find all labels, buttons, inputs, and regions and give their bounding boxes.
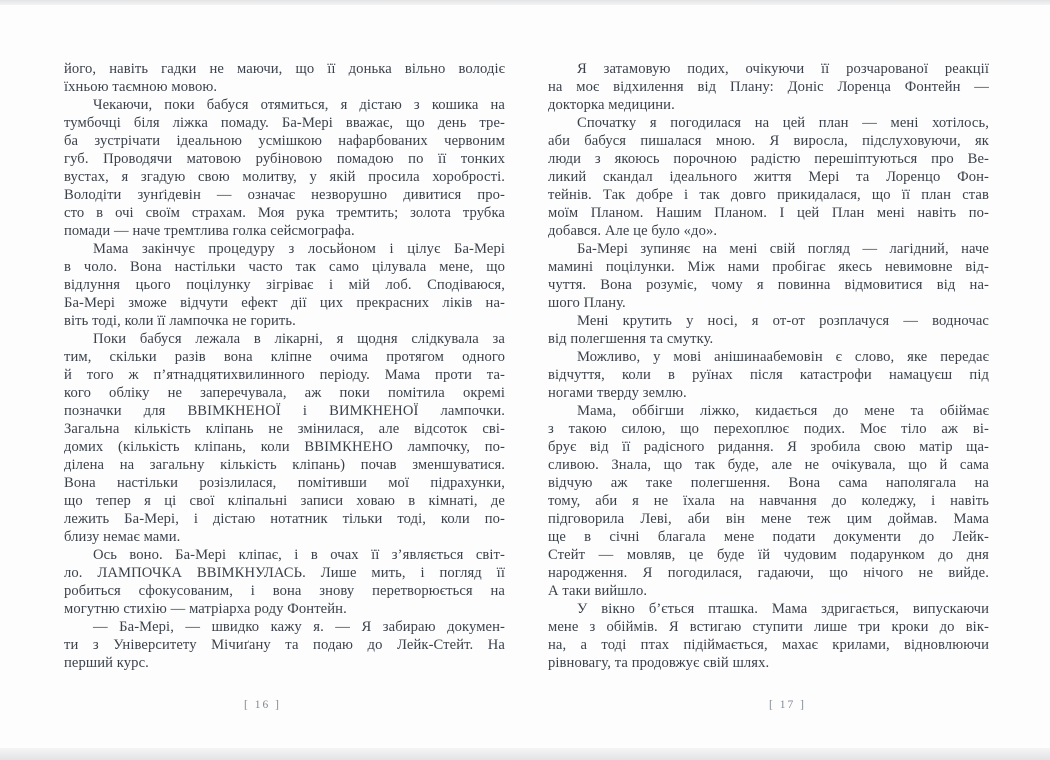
- text-line: Спочатку я погодилася на цей план — мені хотілось,: [577, 115, 989, 131]
- paragraph: [64, 60, 505, 96]
- page-right: [525, 0, 1050, 760]
- text-line: Загальна кількість кліпань не змінилася, але відсоток сві-: [64, 421, 505, 437]
- paragraph: [548, 348, 989, 402]
- text-line: перший курс.: [64, 655, 149, 671]
- text-line: люди з якоюсь порочною радістю перешіптуються про Ве-: [548, 151, 989, 167]
- text-line: відчую аж таке полегшення. Вона сама наполягала на: [548, 475, 989, 491]
- text-line: Мама закінчує процедуру з лосьйоном і цілує Ба-Мері: [93, 241, 505, 257]
- text-line: мамині поцілунки. Між нами пробігає якесь невимовне від-: [548, 259, 989, 275]
- paragraph: [548, 312, 989, 348]
- text-line: тим, скільки разів вона кліпне очима протягом одного: [64, 349, 505, 365]
- text-line: Вона настільки розізлилася, помітивши мої підрахунки,: [64, 475, 505, 491]
- text-line: сто в очі своїм страхам. Моя рука тремтить; золота трубка: [64, 205, 505, 221]
- text-line: що тепер я ці свої кліпальні записи ховаю в кімнаті, де: [64, 493, 505, 509]
- text-line: ба зустрічати ідеальною усмішкою нафарбованих червоним: [64, 133, 505, 149]
- text-line: лежить Ба-Мері, і дістаю нотатник тільки тоді, коли по-: [64, 511, 505, 527]
- text-line: підговорила Леві, аби він мене теж цим доймав. Мама: [548, 511, 989, 527]
- text-block-right: [548, 60, 989, 672]
- text-line: — Ба-Мері, — швидко кажу я. — Я забираю докумен-: [93, 619, 505, 635]
- text-line: на моє відхилення від Плану: Доніс Лоренца Фонтейн —: [548, 79, 989, 95]
- text-line: моїм Планом. Нашим Планом. І цей План мені навіть по-: [548, 205, 989, 221]
- text-line: на, а тоді птах підіймається, махає крилами, відновлюючи: [548, 637, 989, 653]
- text-line: Ось воно. Ба-Мері кліпає, і в очах її з’являється світ-: [93, 547, 505, 563]
- text-line: в чоло. Вона настільки часто так само цілувала мене, що: [64, 259, 505, 275]
- text-line: Ба-Мері зможе відчути ефект дії цих прекрасних ліків на-: [64, 295, 505, 311]
- text-line: домих (кількість кліпань, коли ВВІМКНЕНО лампочку, по-: [64, 439, 505, 455]
- text-block-left: [64, 60, 505, 672]
- text-line: губ. Проводячи матовою рубіновою помадою по її тонких: [64, 151, 505, 167]
- text-line: мене з обіймів. Я встигаю ступити лише три кроки до вік-: [548, 619, 989, 635]
- paragraph: [64, 240, 505, 330]
- text-line: шого Плану.: [548, 295, 626, 311]
- text-line: народження. Я погодилася, гадаючи, що нічого не вийде.: [548, 565, 989, 581]
- page-number-right: [ 17 ]: [769, 699, 806, 711]
- paragraph: [548, 114, 989, 240]
- text-line: тумбочці біля ліжка помаду. Ба-Мері вважає, що день тре-: [64, 115, 505, 131]
- text-line: ликий скандал ідеального життя Мері та Лоренцо Фон-: [548, 169, 989, 185]
- text-line: Мама, оббігши ліжко, кидається до мене та обіймає: [577, 403, 989, 419]
- text-line: позначки для ВВІМКНЕНОЇ і ВИМКНЕНОЇ лампочки.: [64, 403, 505, 419]
- text-line: й того ж п’ятнадцятихвилинного періоду. Мама проти та-: [64, 367, 505, 383]
- text-line: тому, аби я не їхала на навчання до коледжу, і навіть: [548, 493, 989, 509]
- paragraph: [548, 60, 989, 114]
- text-line: Чекаючи, поки бабуся отямиться, я дістаю з кошика на: [93, 97, 505, 113]
- text-line: Ба-Мері зупиняє на мені свій погляд — лагідний, наче: [577, 241, 989, 257]
- page-number-left: [ 16 ]: [244, 699, 281, 711]
- text-line: аби бабуся пишалася мною. Я виросла, підслуховуючи, як: [548, 133, 989, 149]
- text-line: Мені крутить у носі, я от-от розплачуся — водночас: [577, 313, 989, 329]
- paragraph: [64, 330, 505, 546]
- text-line: чуття. Вона розуміє, чому я повинна відмовитися від на-: [548, 277, 989, 293]
- text-line: Стейт — мовляв, це буде їй чудовим подарунком до дня: [548, 547, 989, 563]
- text-line: їхньою таємною мовою.: [64, 79, 218, 95]
- text-line: Можливо, у мові анішинаабемовін є слово, яке передає: [577, 349, 989, 365]
- text-line: ділена на загальну кількість кліпань) почав зменшуватися.: [64, 457, 505, 473]
- text-line: докторка медицини.: [548, 97, 675, 113]
- text-line: А таки вийшло.: [548, 583, 648, 599]
- text-line: ще в січні благала мене подати документи до Лейк-: [548, 529, 989, 545]
- text-line: його, навіть гадки не маючи, що її донька вільно володіє: [64, 61, 505, 77]
- text-line: рівновагу, та продовжує свій шлях.: [548, 655, 770, 671]
- text-line: Володіти зунґідевін — означає незворушно дивитися про-: [64, 187, 505, 203]
- text-line: могутню стихію — матріарха роду Фонтейн.: [64, 601, 347, 617]
- text-line: помади — наче тремтлива голка сейсмографа.: [64, 223, 355, 239]
- paragraph: [64, 618, 505, 672]
- text-line: ти з Університету Мічиґану та подаю до Лейк-Стейт. На: [64, 637, 505, 653]
- text-line: тейнів. Так добре і так довго прикидалася, що її план став: [548, 187, 989, 203]
- text-line: сливою. Знала, що так буде, але не очікувала, що й сама: [548, 457, 989, 473]
- text-line: Я затамовую подих, очікуючи її розчарованої реакції: [577, 61, 989, 77]
- text-line: від полегшення та смутку.: [548, 331, 714, 347]
- text-line: відлуння цього поцілунку зігріває і мій лоб. Сподіваюся,: [64, 277, 505, 293]
- text-line: У вікно б’ється пташка. Мама здригається, випускаючи: [577, 601, 989, 617]
- text-line: відчуття, коли в руїнах після катастрофи намацуєш під: [548, 367, 989, 383]
- text-line: Поки бабуся лежала в лікарні, я щодня слідкувала за: [93, 331, 505, 347]
- paragraph: [548, 600, 989, 672]
- text-line: робиться сфокусованим, і вона знову перетворюється на: [64, 583, 505, 599]
- text-line: брує від її радісного ридання. Я зробила свою матір ща-: [548, 439, 989, 455]
- paragraph: [548, 402, 989, 600]
- paragraph: [64, 546, 505, 618]
- page-bottom-edge: [0, 748, 1050, 760]
- paragraph: [64, 96, 505, 240]
- text-line: вустах, я згадую свою молитву, у якій просила хоробрості.: [64, 169, 505, 185]
- text-line: близу немає мами.: [64, 529, 181, 545]
- text-line: добався. Але це було «до».: [548, 223, 718, 239]
- text-line: з такою силою, що перехоплює подих. Моє тіло аж ві-: [548, 421, 989, 437]
- text-line: ногами тверду землю.: [548, 385, 687, 401]
- paragraph: [548, 240, 989, 312]
- text-line: кого обліку не заперечувала, аж поки помітила окремі: [64, 385, 505, 401]
- text-line: віть тоді, коли її лампочка не горить.: [64, 313, 296, 329]
- text-line: ло. ЛАМПОЧКА ВВІМКНУЛАСЬ. Лише мить, і погляд її: [64, 565, 505, 581]
